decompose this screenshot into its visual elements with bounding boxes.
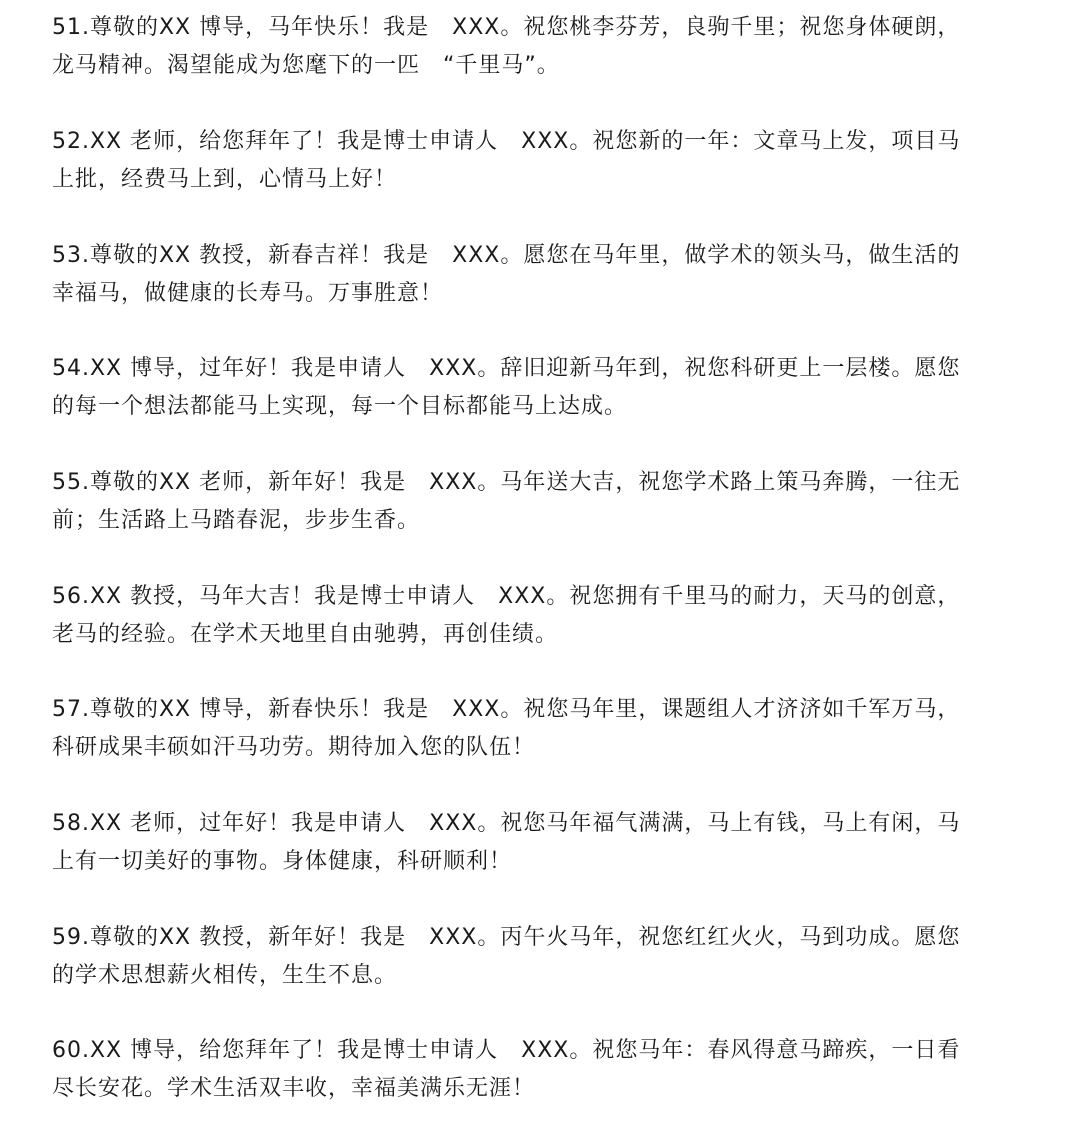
- entry-line: 54.XX 博导，过年好！我是申请人 XXX。辞旧迎新马年到，祝您科研更上一层楼。愿您: [52, 356, 961, 381]
- entry-line: 56.XX 教授，马年大吉！我是博士申请人 XXX。祝您拥有千里马的耐力，天马的创意，: [52, 584, 961, 609]
- entry-line: 52.XX 老师，给您拜年了！我是博士申请人 XXX。祝您新的一年：文章马上发，项目马: [52, 129, 961, 154]
- entry-line: 科研成果丰硕如汗马功劳。期待加入您的队伍！: [52, 735, 536, 760]
- entry-line: 55.尊敬的XX 老师，新年好！我是 XXX。马年送大吉，祝您学术路上策马奔腾，一往无: [52, 470, 961, 495]
- entry-line: 尽长安花。学术生活双丰收，幸福美满乐无涯！: [52, 1076, 536, 1101]
- entry-line: 幸福马，做健康的长寿马。万事胜意！: [52, 281, 444, 306]
- greeting-entry-59: [52, 919, 992, 995]
- greeting-entry-60: [52, 1032, 992, 1108]
- entry-line: 龙马精神。渴望能成为您麾下的一匹 “千里马”。: [52, 53, 560, 78]
- entry-line: 60.XX 博导，给您拜年了！我是博士申请人 XXX。祝您马年：春风得意马蹄疾，一日看: [52, 1038, 961, 1063]
- greeting-entry-53: [52, 237, 992, 313]
- entry-line: 上有一切美好的事物。身体健康，科研顺利！: [52, 849, 513, 874]
- entry-line: 57.尊敬的XX 博导，新春快乐！我是 XXX。祝您马年里，课题组人才济济如千军万马，: [52, 697, 961, 722]
- entry-line: 的学术思想薪火相传，生生不息。: [52, 963, 398, 988]
- greeting-entry-57: [52, 691, 992, 767]
- entry-line: 51.尊敬的XX 博导，马年快乐！我是 XXX。祝您桃李芬芳，良驹千里；祝您身体硬朗，: [52, 15, 961, 40]
- entry-line: 53.尊敬的XX 教授，新春吉祥！我是 XXX。愿您在马年里，做学术的领头马，做生活的: [52, 243, 961, 268]
- entry-line: 前；生活路上马踏春泥，步步生香。: [52, 508, 421, 533]
- greeting-entry-52: [52, 123, 992, 199]
- entry-line: 58.XX 老师，过年好！我是申请人 XXX。祝您马年福气满满，马上有钱，马上有闲，马: [52, 811, 961, 836]
- greeting-entry-58: [52, 805, 992, 881]
- entry-line: 59.尊敬的XX 教授，新年好！我是 XXX。丙午火马年，祝您红红火火，马到功成。愿您: [52, 925, 961, 950]
- greeting-entry-51: [52, 9, 992, 85]
- greeting-entry-56: [52, 578, 992, 654]
- entry-line: 上批，经费马上到，心情马上好！: [52, 167, 398, 192]
- greeting-entry-54: [52, 350, 992, 426]
- entry-line: 老马的经验。在学术天地里自由驰骋，再创佳绩。: [52, 622, 559, 647]
- entry-line: 的每一个想法都能马上实现，每一个目标都能马上达成。: [52, 394, 628, 419]
- greeting-entry-55: [52, 464, 992, 540]
